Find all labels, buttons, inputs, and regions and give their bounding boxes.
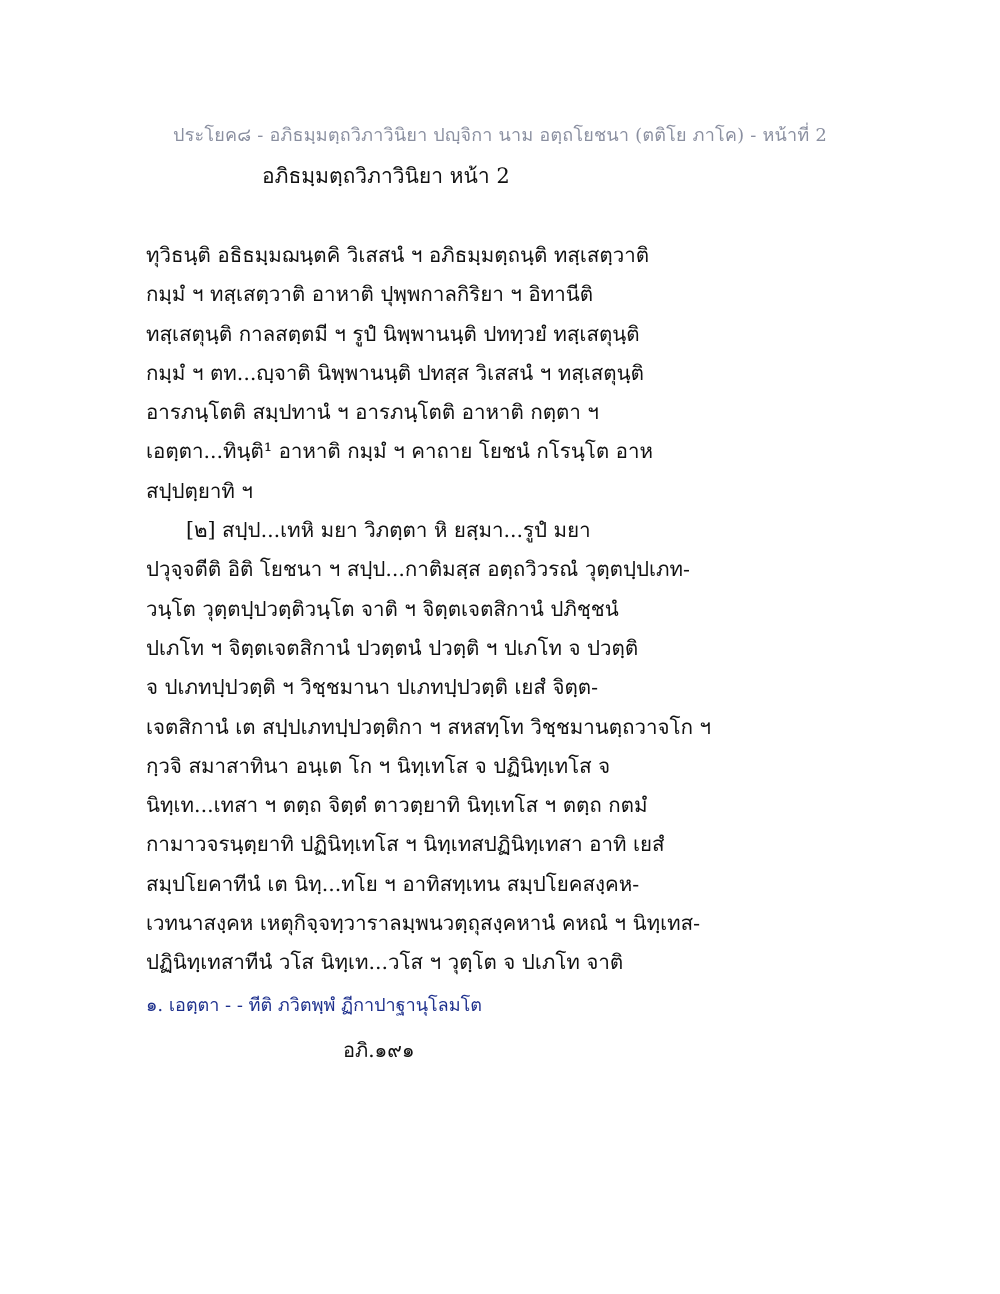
page-number: อภิ.๑๙๑	[343, 1038, 415, 1062]
running-header: ประโยค๘ - อภิธมฺมตฺถวิภาวินิยา ปญฺจิกา นาม อตฺถโยชนา (ตติโย ภาโค) - หน้าที่ 2	[173, 125, 827, 146]
text-line: กฺวจิ สมาสาทินา อนฺเต โก ฯ นิทฺเทโส จ ปฏินิทฺเทโส จ	[146, 753, 611, 778]
text-line: ทุวิธนฺติ อธิธมฺมฌนฺตคิ วิเสสนํ ฯ อภิธมฺมตฺถนฺติ ทสฺเสตฺวาติ	[146, 243, 650, 267]
text-line: ปเภโท ฯ จิตฺตเจตสิกานํ ปวตฺตนํ ปวตฺติ ฯ ปเภโท จ ปวตฺติ	[146, 635, 639, 660]
text-line: สมฺปโยคาทีนํ เต นิทฺ...ทโย ฯ อาทิสทฺเทน สมฺปโยคสงฺคห-	[146, 871, 640, 896]
text-line: กามาวจรนฺตฺยาทิ ปฏินิทฺเทโส ฯ นิทฺเทสปฏินิทฺเทสา อาทิ เยสํ	[146, 832, 665, 857]
text-line: อารภนฺโตติ สมฺปทานํ ฯ อารภนฺโตติ อาหาติ กตฺตา ฯ	[146, 400, 599, 425]
text-line: จ ปเภทปฺปวตฺติ ฯ วิชฺชมานา ปเภทปฺปวตฺติ เยสํ จิตฺต-	[146, 675, 599, 700]
text-line: เอตฺตา...ทินฺติ¹ อาหาติ กมฺมํ ฯ คาถาย โยชนํ กโรนฺโต อาห	[146, 439, 654, 464]
text-line: ทสฺเสตุนฺติ กาลสตฺตมี ฯ รูปํ นิพฺพานนฺติ ปททฺวยํ ทสฺเสตุนฺติ	[146, 321, 640, 346]
text-line: เวทนาสงฺคห เหตุกิจฺจทฺวาราลมฺพนวตฺถุสงฺคหานํ คหณํ ฯ นิทฺเทส-	[146, 911, 701, 936]
text-line: สปฺปตฺยาทิ ฯ	[146, 478, 253, 503]
text-line: ปฏินิทฺเทสาทีนํ วโส นิทฺเท...วโส ฯ วุตฺโต จ ปเภโท จาติ	[146, 950, 624, 975]
text-line: วนฺโต วุตฺตปฺปวตฺติวนฺโต จาติ ฯ จิตฺตเจตสิกานํ ปภิชฺชนํ	[146, 596, 619, 621]
text-line: ปวุจฺจตีติ อิติ โยชนา ฯ สปฺป...กาติมสฺส อตฺถวิวรณํ วุตฺตปฺปเภท-	[146, 557, 690, 582]
text-line: กมฺมํ ฯ ทสฺเสตฺวาติ อาหาติ ปุพฺพกาลกิริยา ฯ อิทานีติ	[146, 282, 594, 307]
text-line-paragraph-start: [๒] สปฺป...เทหิ มยา วิภตฺตา หิ ยสฺมา...รูปํ มยา	[186, 518, 591, 543]
text-line: นิทฺเท...เทสา ฯ ตตฺถ จิตฺตํ ตาวตฺยาทิ นิทฺเทโส ฯ ตตฺถ กตมํ	[146, 793, 648, 818]
body-text	[146, 236, 866, 983]
text-line: เจตสิกานํ เต สปฺปเภทปฺปวตฺติกา ฯ สหสทฺโท วิชฺชมานตฺถวาจโก ฯ	[146, 714, 712, 739]
footnote: ๑. เอตฺตา - - ทีติ ภวิตพฺพํ ฏีกาปาฐานุโลมโต	[146, 995, 482, 1016]
text-line: กมฺมํ ฯ ตท...ญฺจาติ นิพฺพานนฺติ ปทสฺส วิเสสนํ ฯ ทสฺเสตุนฺติ	[146, 360, 644, 385]
page-heading: อภิธมฺมตฺถวิภาวินิยา หน้า 2	[262, 164, 510, 188]
